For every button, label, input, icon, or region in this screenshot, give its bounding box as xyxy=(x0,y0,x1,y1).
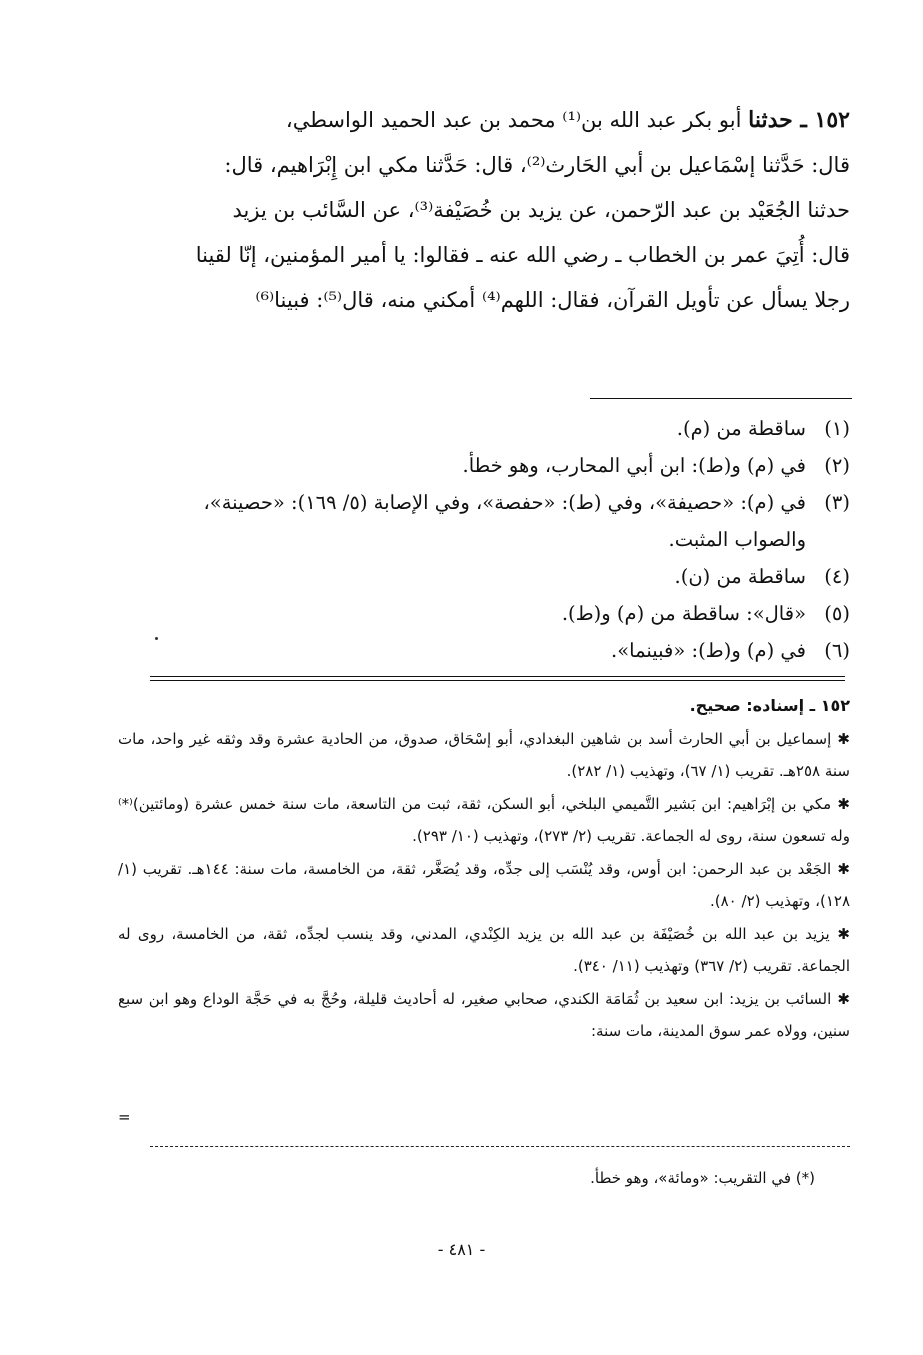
note-item: (٤) ساقطة من (ن). xyxy=(674,565,850,588)
bullet-asterisk: ✱ xyxy=(829,924,850,943)
asterisk-footnote: (*) في التقريب: «ومائة»، وهو خطأ. xyxy=(590,1169,815,1187)
narrator-entry: ✱ إسماعيل بن أبي الحارث أسد بن شاهين البغدادي، أبو إسْحَاق، صدوق، من الحادية عشرة وقد وثقه غير واحد، مات سنة ٢٥٨هـ. تقريب (١/ ٦٧)، وتهذيب (١/ ٢٨٢). xyxy=(118,729,850,780)
note-item: (١) ساقطة من (م). xyxy=(676,417,850,440)
hadith-line-2: قال: حَدَّثنا إسْمَاعيل بن أبي الحَارث⁽²⁾، قال: حَدَّثنا مكي ابن إِبْرَاهيم، قال: xyxy=(224,153,850,177)
bullet-asterisk: ✱ xyxy=(831,729,850,748)
footnote-dashed-rule xyxy=(150,1146,850,1147)
hadith-line-3: حدثنا الجُعَيْد بن عبد الرّحمن، عن يزيد بن خُصَيْفة⁽³⁾، عن السَّائب بن يزيد xyxy=(232,198,850,222)
note-item: (٥) «قال»: ساقطة من (م) و(ط). xyxy=(561,602,850,625)
note-item: (٢) في (م) و(ط): ابن أبي المحارب، وهو خطأ. xyxy=(462,454,850,477)
narrator-entry: ✱ يزيد بن عبد الله بن خُصَيْفَة بن عبد الله بن يزيد الكِنْدي، المدني، وقد ينسب لجدِّه، ثقة، من الخامسة، روى له الجماعة. تقريب (٢/ ٣٦٧) وتهذيب (١١/ ٣٤٠). xyxy=(118,924,850,975)
variant-notes xyxy=(150,410,850,669)
note-item: (٦) في (م) و(ط): «فبينما». xyxy=(611,639,850,662)
commentary-heading: ١٥٢ ـ إسناده: صحيح. xyxy=(689,696,850,715)
hadith-text xyxy=(150,98,850,323)
commentary-double-rule xyxy=(150,676,845,681)
narrator-entry: ✱ السائب بن يزيد: ابن سعيد بن ثُمَامَة الكندي، صحابي صغير، له أحاديث قليلة، وحُجَّ به في حَجَّة الوداع وهو ابن سبع سنين، وولاه عمر سوق المدينة، مات سنة: xyxy=(118,989,850,1040)
page-number: - ٤٨١ - xyxy=(437,1240,486,1259)
bullet-asterisk: ✱ xyxy=(831,794,851,813)
hadith-line-5: رجلا يسأل عن تأويل القرآن، فقال: اللهم⁽⁴⁾ أمكني منه، قال⁽⁵⁾: فبينا⁽⁶⁾ xyxy=(255,288,850,312)
notes-separator xyxy=(590,398,852,399)
hadith-line-1: ١٥٢ ـ حدثنا أبو بكر عبد الله بن⁽¹⁾ محمد بن عبد الحميد الواسطي، xyxy=(285,107,850,133)
bullet-asterisk: ✱ xyxy=(831,859,851,878)
bullet-asterisk: ✱ xyxy=(831,989,850,1008)
hadith-line-4: قال: أُتِيَ عمر بن الخطاب ـ رضي الله عنه ـ فقالوا: يا أمير المؤمنين، إنّا لقينا xyxy=(195,243,850,267)
isnad-commentary xyxy=(118,690,850,1048)
narrator-entry: ✱ مكي بن إبْرَاهيم: ابن بَشير التَّميمي البلخي، أبو السكن، ثقة، ثبت من التاسعة، مات سنة خمس عشرة (ومائتين)⁽*⁾ وله تسعون سنة، روى له الجماعة. تقريب (٢/ ٢٧٣)، وتهذيب (١٠/ ٢٩٣). xyxy=(118,794,851,845)
print-speck xyxy=(155,637,158,640)
continuation-mark: = xyxy=(118,1108,131,1126)
narrator-entry: ✱ الجَعْد بن عبد الرحمن: ابن أوس، وقد يُنْسَب إلى جدِّه، وقد يُصَغَّر، ثقة، من الخامسة، مات سنة: ١٤٤هـ. تقريب (١/ ١٢٨)، وتهذيب (٢/ ٨٠). xyxy=(118,859,851,910)
hadith-number: ١٥٢ ـ حدثنا xyxy=(748,107,850,133)
note-item: (٣) في (م): «حصيفة»، وفي (ط): «حفصة»، وفي الإصابة (٥/ ١٦٩): «حصينة»، والصواب المثبت. xyxy=(203,491,850,551)
